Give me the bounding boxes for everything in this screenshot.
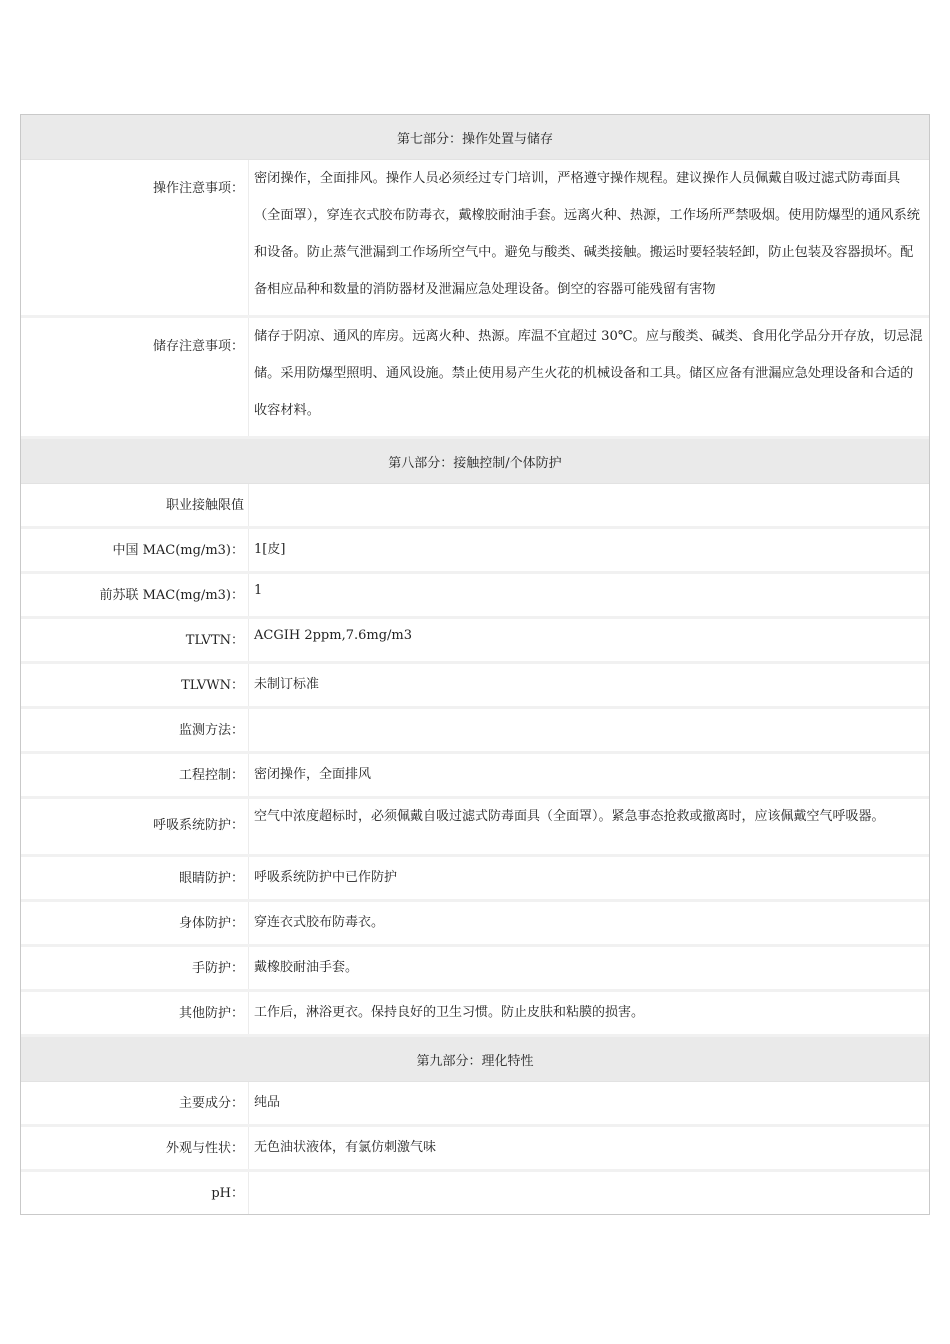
field-value: 未制订标准: [254, 677, 320, 692]
field-value: 密闭操作，全面排风。操作人员必须经过专门培训，严格遵守操作规程。建议操作人员佩戴自吸过滤式防毒面具（全面罩），穿连衣式胶布防毒衣，戴橡胶耐油手套。远离火种、热源，工作场所严禁吸烟。使用防爆型的通风系统和设备。防止蒸气泄漏到工作场所空气中。避免与酸类、碱类接触。搬运时要轻装轻卸，防止包装及容器损坏。配备相应品种和数量的消防器材及泄漏应急处理设备。倒空的容器可能残留有害物: [254, 171, 920, 297]
field-label: 眼睛防护：: [21, 857, 249, 899]
field-label: TLVWN：: [21, 664, 249, 706]
field-value: [249, 709, 929, 751]
table-row: [21, 529, 929, 574]
table-row-handling: [21, 160, 929, 318]
table-row: [21, 484, 929, 529]
field-label: 储存注意事项：: [21, 318, 249, 436]
field-label: 职业接触限值: [21, 484, 249, 526]
table-row: [21, 664, 929, 709]
table-row: [21, 857, 929, 902]
section-header-exposure: [21, 439, 929, 484]
section-header-storage: [21, 115, 929, 160]
table-row: [21, 709, 929, 754]
field-label: 呼吸系统防护：: [21, 799, 249, 854]
table-row-storage: [21, 318, 929, 439]
table-row: [21, 947, 929, 992]
section-title: 第七部分：操作处置与储存: [396, 131, 553, 147]
table-row: [21, 1082, 929, 1127]
field-value: [249, 484, 929, 526]
field-value: ACGIH 2ppm,7.6mg/m3: [254, 628, 412, 643]
field-label: 主要成分：: [21, 1082, 249, 1124]
section-header-properties: [21, 1037, 929, 1082]
field-value: 戴橡胶耐油手套。: [254, 960, 359, 975]
field-value: 呼吸系统防护中已作防护: [254, 870, 398, 885]
field-label: 中国 MAC(mg/m3)：: [21, 529, 249, 571]
table-row: [21, 902, 929, 947]
field-value: 工作后，淋浴更衣。保持良好的卫生习惯。防止皮肤和粘膜的损害。: [254, 1005, 645, 1020]
field-label: pH：: [21, 1172, 249, 1214]
field-label: 监测方法：: [21, 709, 249, 751]
table-row: [21, 754, 929, 799]
field-label: 前苏联 MAC(mg/m3)：: [21, 574, 249, 616]
field-value: 1: [254, 583, 263, 598]
table-row: [21, 992, 929, 1037]
field-value: [249, 1172, 929, 1214]
table-row: [21, 1172, 929, 1214]
field-value: 纯品: [254, 1095, 281, 1110]
field-label: 工程控制：: [21, 754, 249, 796]
field-label: 身体防护：: [21, 902, 249, 944]
table-row: [21, 574, 929, 619]
field-value: 1[皮]: [254, 542, 286, 557]
msds-table: [20, 114, 930, 1215]
field-value: 空气中浓度超标时，必须佩戴自吸过滤式防毒面具（全面罩）。紧急事态抢救或撤离时，应该佩戴空气呼吸器。: [254, 809, 885, 824]
table-row: [21, 799, 929, 857]
field-value: 无色油状液体，有氯仿刺激气味: [254, 1140, 437, 1155]
section-title: 第八部分：接触控制/个体防护: [388, 455, 562, 471]
field-value: 储存于阴凉、通风的库房。远离火种、热源。库温不宜超过 30℃。应与酸类、碱类、食用化学品分开存放，切忌混储。采用防爆型照明、通风设施。禁止使用易产生火花的机械设备和工具。储区应备有泄漏应急处理设备和合适的收容材料。: [254, 329, 923, 418]
table-row: [21, 619, 929, 664]
field-value: 穿连衣式胶布防毒衣。: [254, 915, 385, 930]
field-label: 操作注意事项：: [21, 160, 249, 315]
field-value: 密闭操作，全面排风: [254, 767, 372, 782]
field-label: TLVTN：: [21, 619, 249, 661]
field-label: 手防护：: [21, 947, 249, 989]
section-title: 第九部分：理化特性: [416, 1053, 534, 1069]
field-label: 其他防护：: [21, 992, 249, 1034]
table-row: [21, 1127, 929, 1172]
field-label: 外观与性状：: [21, 1127, 249, 1169]
